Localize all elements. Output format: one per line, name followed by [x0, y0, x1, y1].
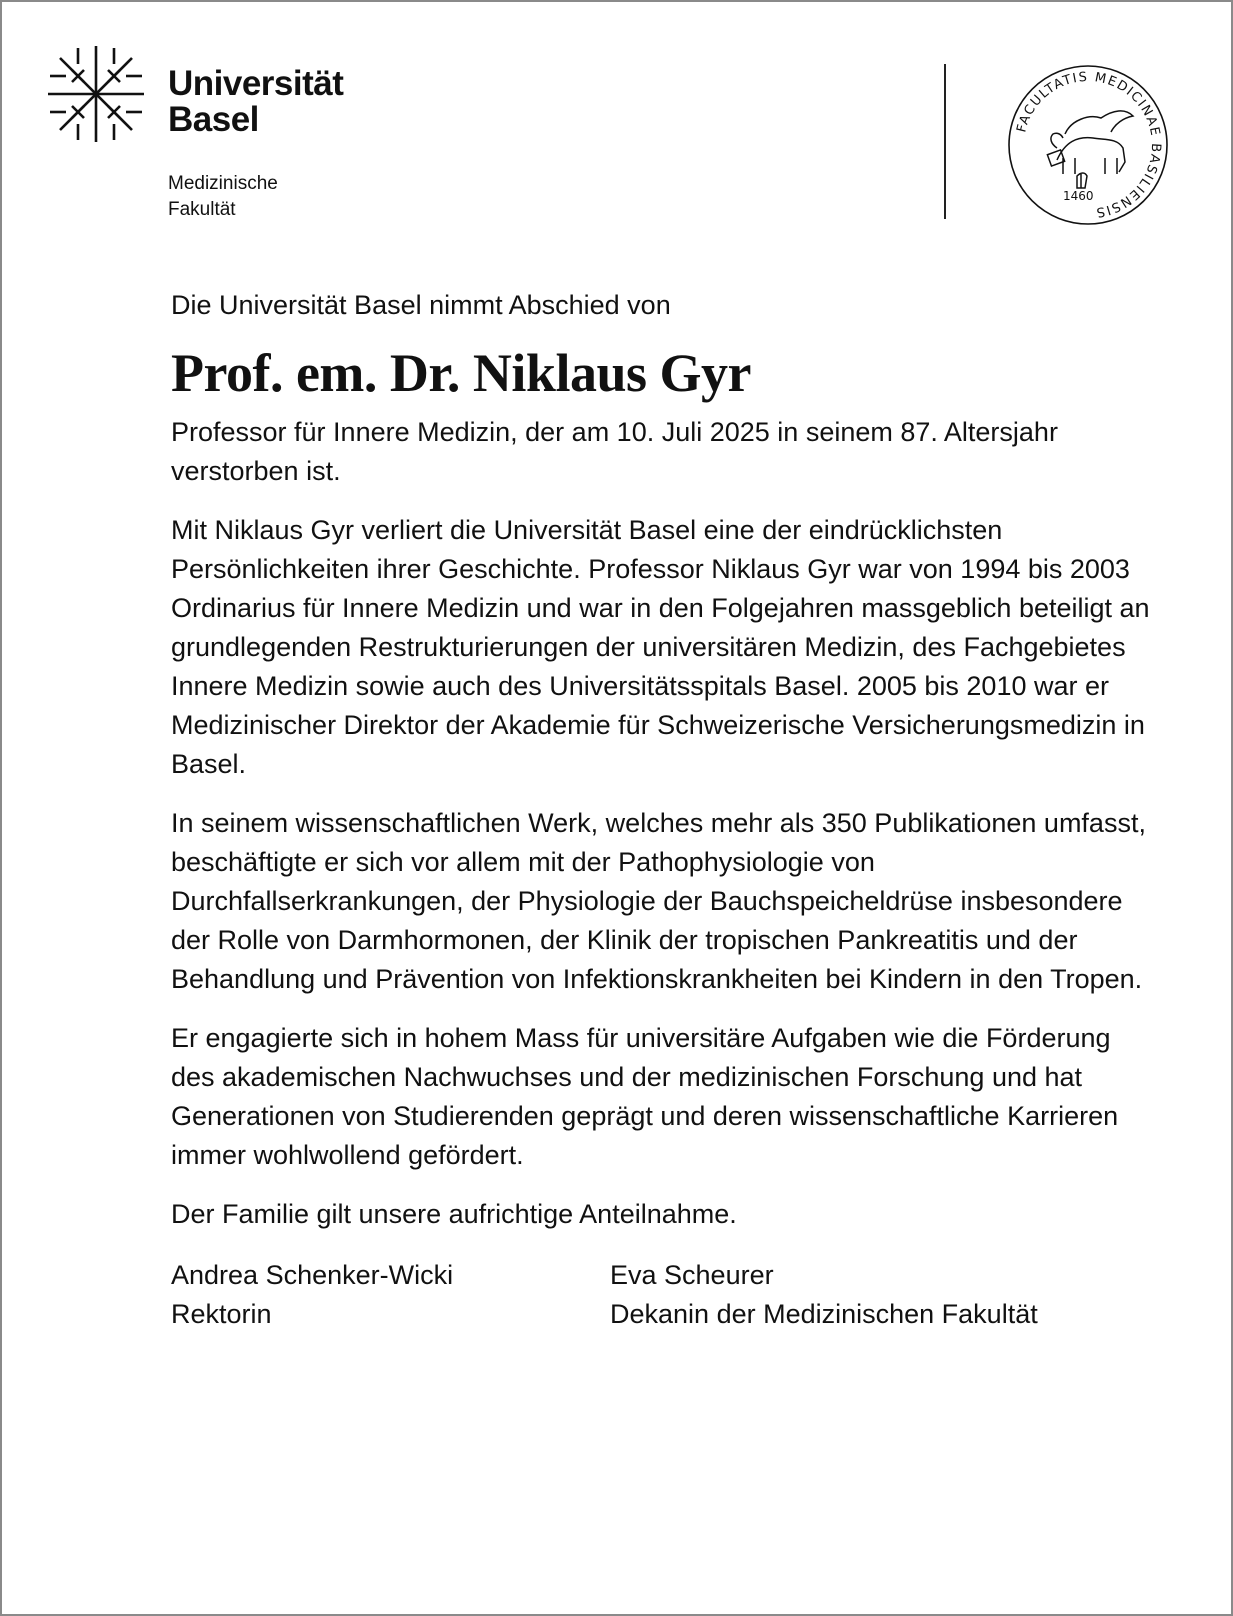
university-name	[168, 66, 343, 138]
university-name-line-1: Universität	[168, 64, 344, 103]
notice-body	[171, 286, 1151, 1334]
signatory-role: Rektorin	[171, 1299, 272, 1329]
university-name-line-2: Basel	[168, 100, 259, 139]
seal-year: 1460	[1063, 189, 1094, 203]
header-divider	[944, 64, 946, 219]
signatory-rector	[171, 1256, 610, 1334]
paragraph-3: In seinem wissenschaftlichen Werk, welches mehr als 350 Publikationen umfasst, beschäftigte er sich vor allem mit der Pathophysiologie von Durchfallserkrankungen, der Physiologie der Bauchspeicheldrüse insbesondere der Rolle von Darmhormonen, der Klinik der tropischen Pankreatitis und der Behandlung und Prävention von Infektionskrankheiten bei Kindern in den Tropen.	[171, 808, 1146, 994]
signatory-role: Dekanin der Medizinischen Fakultät	[610, 1299, 1038, 1329]
signatures	[171, 1256, 1151, 1334]
condolence-line: Der Familie gilt unsere aufrichtige Anteilnahme.	[171, 1199, 737, 1229]
paragraph-1: Professor für Innere Medizin, der am 10. Juli 2025 in seinem 87. Altersjahr verstorben ist.	[171, 417, 1058, 486]
intro-line: Die Universität Basel nimmt Abschied von	[171, 290, 671, 320]
university-star-icon	[46, 44, 146, 144]
seal-text: FACULTATIS MEDICINAE BASILIENSIS	[1014, 69, 1164, 220]
paragraph-2: Mit Niklaus Gyr verliert die Universität Basel eine der eindrücklichsten Persönlichkeiten ihrer Geschichte. Professor Niklaus Gyr war von 1994 bis 2003 Ordinarius für Innere Medizin und war in den Folgejahren massgeblich beteiligt an grundlegenden Restrukturierungen der universitären Medizin, des Fachgebietes Innere Medizin sowie auch des Universitätsspitals Basel. 2005 bis 2010 war er Medizinischer Direktor der Akademie für Schweizerische Versicherungsmedizin in Basel.	[171, 515, 1150, 779]
signatory-name: Andrea Schenker-Wicki	[171, 1260, 454, 1290]
faculty-seal-icon	[1005, 62, 1171, 228]
faculty-name-line-2: Fakultät	[168, 199, 236, 220]
faculty-name	[168, 171, 278, 223]
signatory-dean	[610, 1256, 1038, 1334]
deceased-name: Prof. em. Dr. Niklaus Gyr	[171, 343, 751, 403]
paragraph-4: Er engagierte sich in hohem Mass für universitäre Aufgaben wie die Förderung des akademischen Nachwuchses und der medizinischen Forschung und hat Generationen von Studierenden geprägt und deren wissenschaftliche Karrieren immer wohlwollend gefördert.	[171, 1023, 1119, 1170]
faculty-name-line-1: Medizinische	[168, 173, 278, 194]
signatory-name: Eva Scheurer	[610, 1260, 774, 1290]
